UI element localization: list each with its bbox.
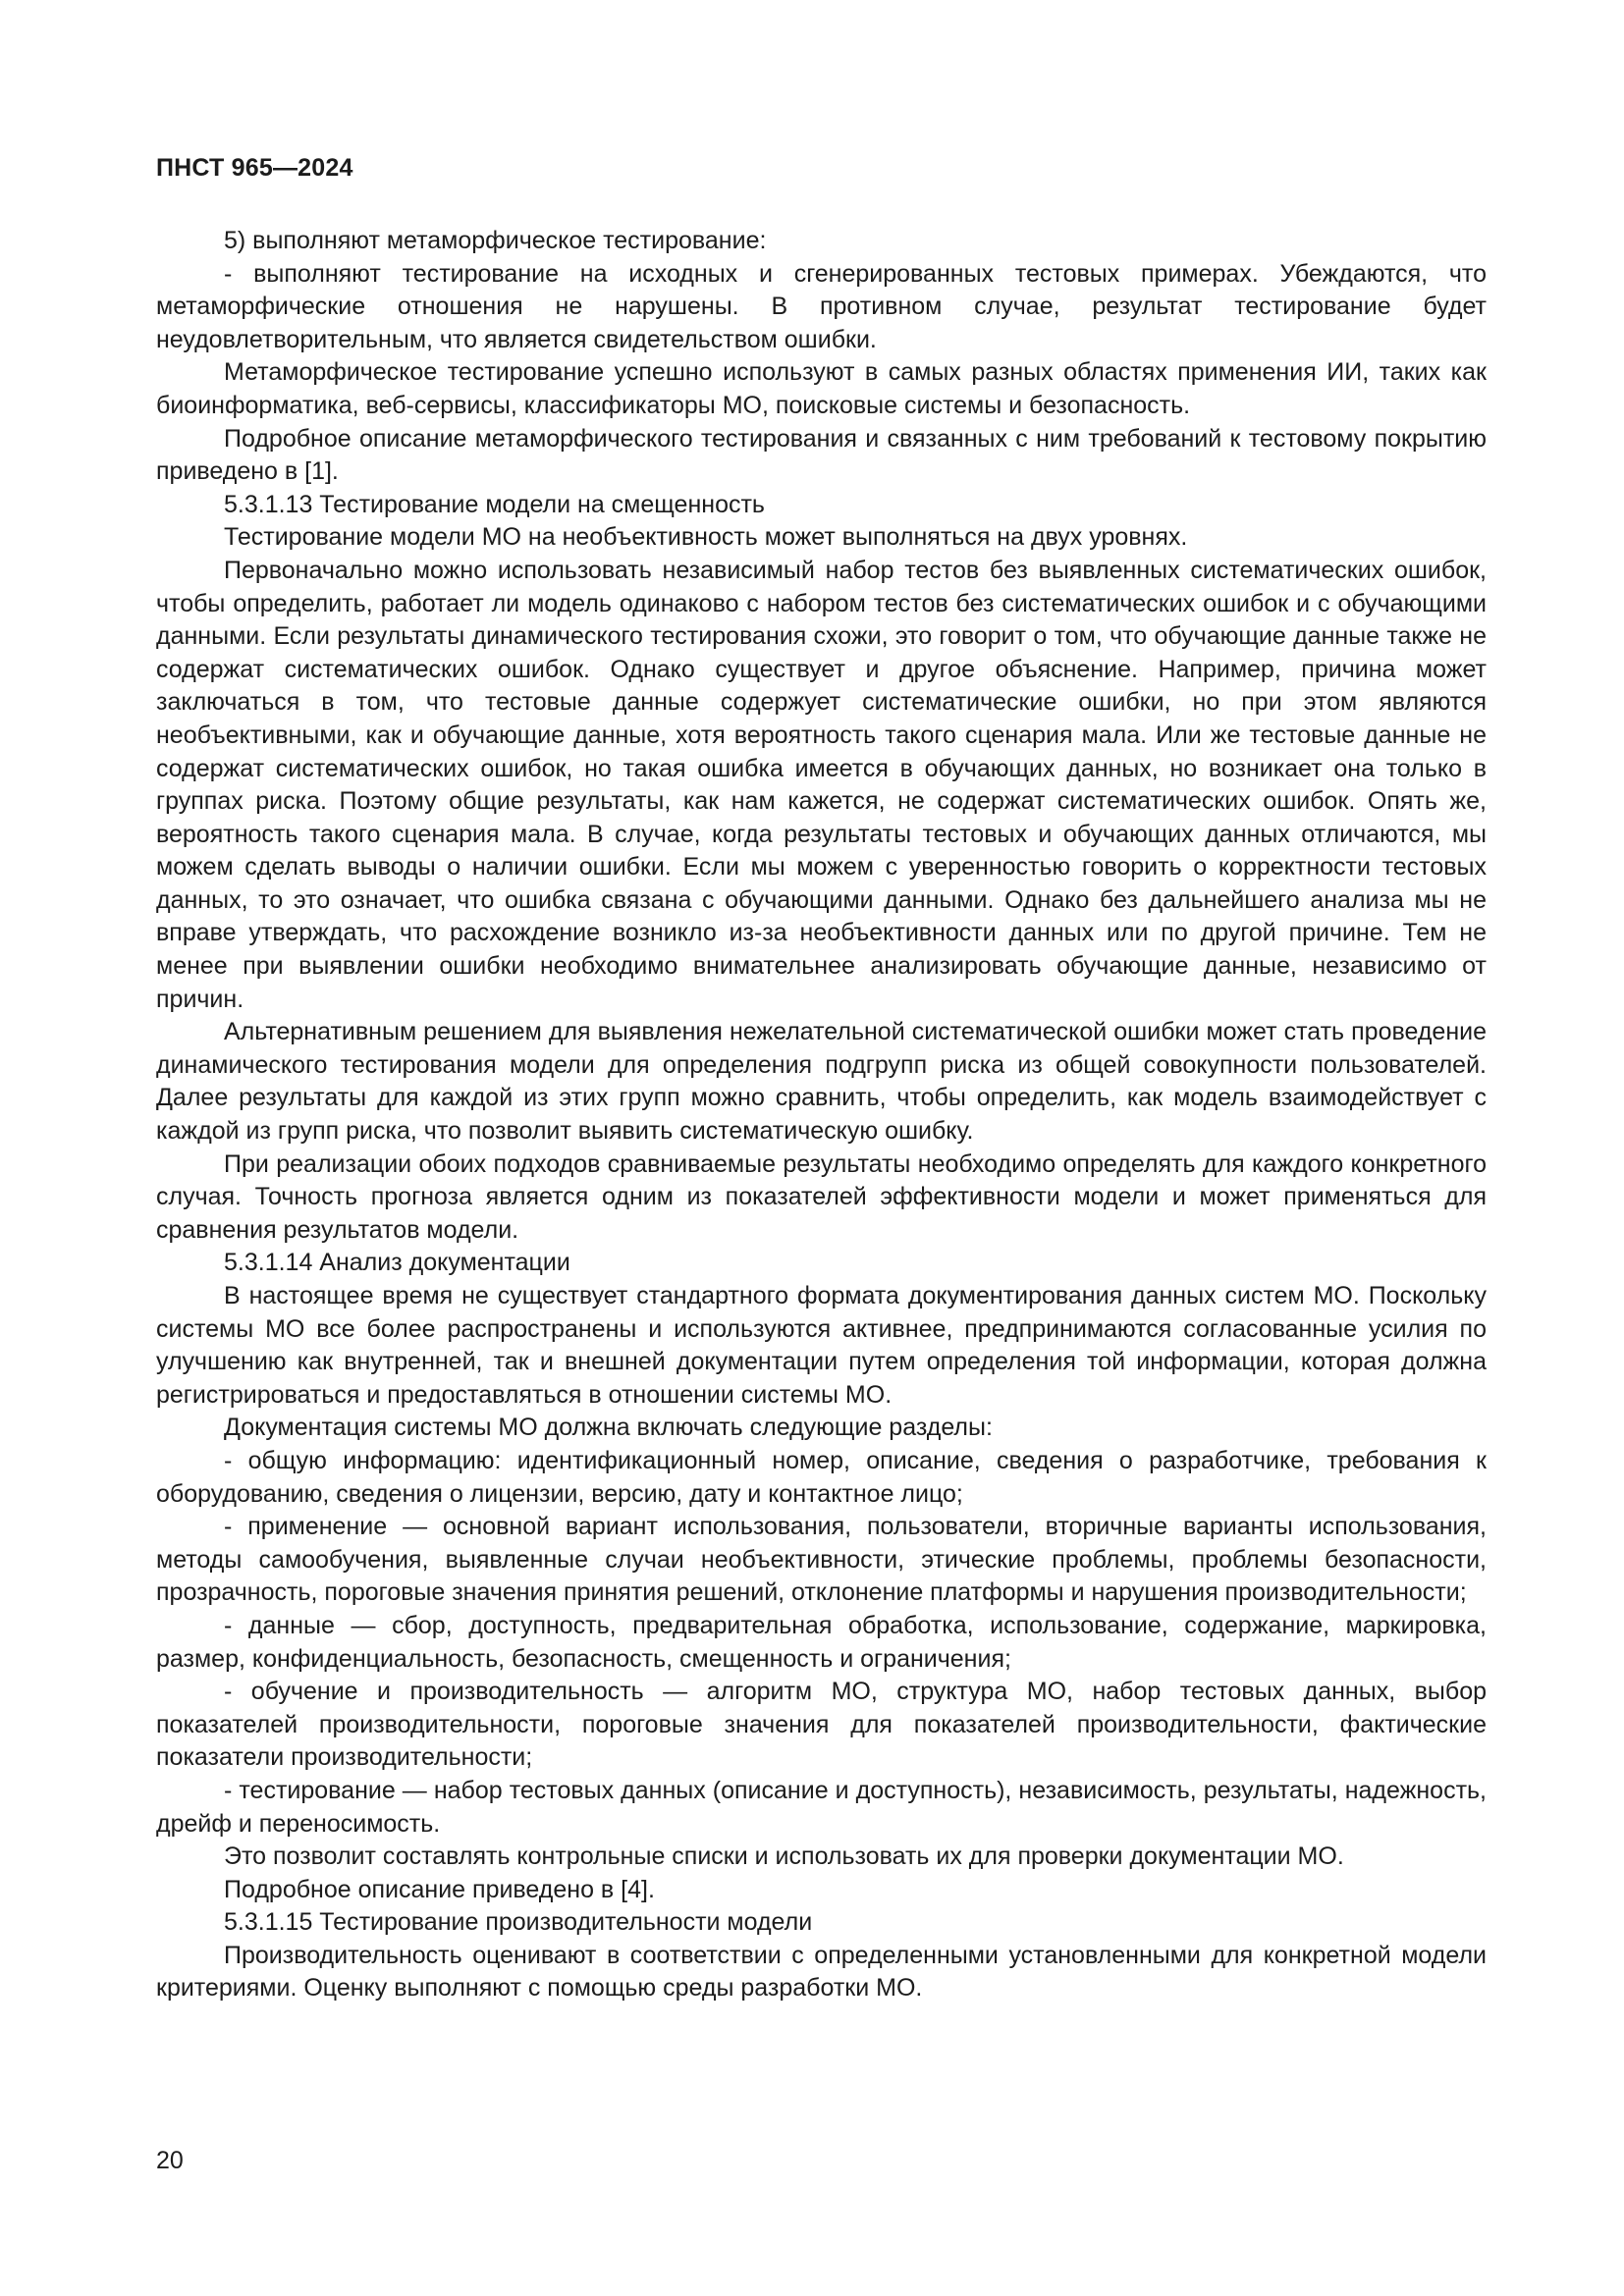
- document-code-header: ПНСТ 965—2024: [156, 154, 353, 182]
- list-item: - общую информацию: идентификационный номер, описание, сведения о разработчике, требования к оборудованию, сведения о лицензии, версию, дату и контактное лицо;: [156, 1446, 1487, 1508]
- paragraph: Первоначально можно использовать независимый набор тестов без выявленных систематических ошибок, чтобы определить, работает ли модель одинаково с набором тестов без систематических ошибок и с обучающими данными. Если результаты динамического тестирования схожи, это говорит о том, что обучающие данные также не содержат систематических ошибок. Однако существует и другое объяснение. Например, причина может заключаться в том, что тестовые данные содержует систематические ошибки, но при этом являются необъективными, как и обучающие данные, хотя вероятность такого сценария мала. Или же тестовые данные не содержат систематических ошибок, но такая ошибка имеется в обучающих данных, но возникает она только в группах риска. Поэтому общие результаты, как нам кажется, не содержат систематических ошибок. Опять же, вероятность такого сценария мала. В случае, когда результаты тестовых и обучающих данных отличаются, мы можем сделать выводы о наличии ошибки. Если мы можем с уверенностью говорить о корректности тестовых данных, то это означает, что ошибка связана с обучающими данными. Однако без дальнейшего анализа мы не вправе утверждать, что расхождение возникло из-за необъективности данных или по другой причине. Тем не менее при выявлении ошибки необходимо внимательнее анализировать обучающие данные, независимо от причин.: [156, 556, 1487, 1013]
- page-number: 20: [156, 2147, 184, 2174]
- paragraph: При реализации обоих подходов сравниваемые результаты необходимо определять для каждого конкретного случая. Точность прогноза является одним из показателей эффективности модели и может применяться для сравнения результатов модели.: [156, 1149, 1487, 1244]
- paragraph: Это позволит составлять контрольные списки и использовать их для проверки документации МО.: [224, 1842, 1344, 1871]
- paragraph: Альтернативным решением для выявления нежелательной систематической ошибки может стать проведение динамического тестирования модели для определения подгрупп риска из общей совокупности пользователей. Далее результаты для каждой из этих групп можно сравнить, чтобы определить, как модель взаимодействует с каждой из групп риска, что позволит выявить систематическую ошибку.: [156, 1018, 1487, 1146]
- list-item: - применение — основной вариант использования, пользователи, вторичные варианты использования, методы самообучения, выявленные случаи необъективности, этические проблемы, проблемы безопасности, прозрачность, пороговые значения принятия решений, отклонение платформы и нарушения производительности;: [156, 1513, 1487, 1607]
- paragraph: Подробное описание приведено в [4].: [224, 1875, 655, 1903]
- paragraph: Метаморфическое тестирование успешно используют в самых разных областях применения ИИ, таких как биоинформатика, веб-сервисы, классификаторы МО, поисковые системы и безопасность.: [156, 358, 1487, 419]
- section-heading-5-3-1-13: 5.3.1.13 Тестирование модели на смещенность: [224, 490, 765, 518]
- paragraph: Подробное описание метаморфического тестирования и связанных с ним требований к тестовому покрытию приведено в [1].: [156, 424, 1487, 486]
- paragraph: Тестирование модели МО на необъективность может выполняться на двух уровнях.: [224, 523, 1188, 552]
- paragraph: 5) выполняют метаморфическое тестирование:: [224, 227, 767, 254]
- paragraph: - выполняют тестирование на исходных и сгенерированных тестовых примерах. Убеждаются, что метаморфические отношения не нарушены. В противном случае, результат тестирование будет неудовлетворительным, что является свидетельством ошибки.: [156, 259, 1487, 353]
- list-item: - обучение и производительность — алгоритм МО, структура МО, набор тестовых данных, выбор показателей производительности, пороговые значения для показателей производительности, фактические показатели производительности;: [156, 1678, 1487, 1772]
- list-item: - тестирование — набор тестовых данных (описание и доступность), независимость, результаты, надежность, дрейф и переносимость.: [156, 1776, 1487, 1838]
- section-heading-5-3-1-14: 5.3.1.14 Анализ документации: [224, 1249, 570, 1277]
- paragraph: Производительность оценивают в соответствии с определенными установленными для конкретной модели критериями. Оценку выполняют с помощью среды разработки МО.: [156, 1941, 1487, 2002]
- paragraph: Документация системы МО должна включать следующие разделы:: [224, 1414, 993, 1442]
- section-heading-5-3-1-15: 5.3.1.15 Тестирование производительности модели: [224, 1908, 813, 1937]
- paragraph: В настоящее время не существует стандартного формата документирования данных систем МО. Поскольку системы МО все более распространены и используются активнее, предпринимаются согласованные усилия по улучшению как внутренней, так и внешней документации путем определения той информации, которая должна регистрироваться и предоставляться в отношении системы МО.: [156, 1282, 1487, 1409]
- list-item: - данные — сбор, доступность, предварительная обработка, использование, содержание, маркировка, размер, конфиденциальность, безопасность, смещенность и ограничения;: [156, 1611, 1487, 1673]
- body-text: [156, 225, 1487, 2005]
